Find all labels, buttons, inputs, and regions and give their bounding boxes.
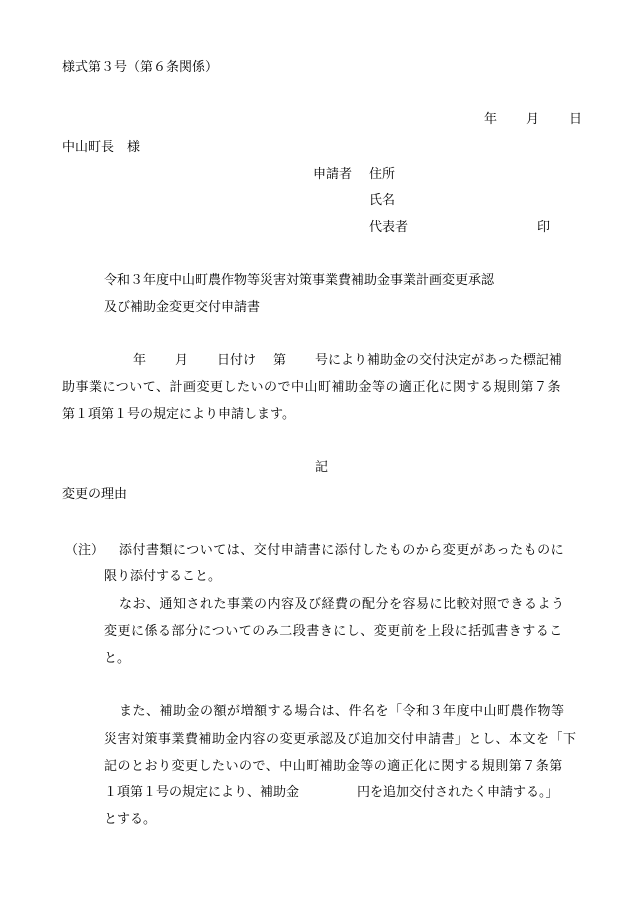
seal-label: 印 <box>537 220 551 235</box>
document-title-line-2: 及び補助金変更交付申請書 <box>104 300 261 315</box>
body-month-label: 月 <box>175 353 189 368</box>
note-paragraph-2-line-1: なお、通知された事業の内容及び経費の配分を容易に比較対照できるよう <box>119 597 565 612</box>
body-number-prefix: 第 <box>273 353 287 368</box>
date-month-label: 月 <box>526 112 540 127</box>
note-paragraph-3-line-4-part-2: 円を追加交付されたく申請する。」 <box>357 785 559 800</box>
note-paragraph-3-line-1: また、補助金の額が増額する場合は、件名を「令和３年度中山町農作物等 <box>119 704 565 719</box>
body-line-1-rest: 号により補助金の交付決定があった標記補 <box>315 353 562 368</box>
note-paragraph-3-line-3: 記のとおり変更したいので、中山町補助金等の適正化に関する規則第７条第 <box>104 759 563 774</box>
body-day-label: 日付け <box>217 353 257 368</box>
change-reason-label: 変更の理由 <box>62 487 128 502</box>
note-label: （注） <box>65 543 105 558</box>
date-year-label: 年 <box>484 112 498 127</box>
applicant-representative-label: 代表者 <box>369 220 409 235</box>
ki-heading: 記 <box>315 460 329 475</box>
body-line-3: 第１項第１号の規定により申請します。 <box>62 407 295 422</box>
note-paragraph-3-line-5: とする。 <box>104 812 157 827</box>
applicant-label: 申請者 <box>313 167 353 182</box>
form-number-label: 様式第３号（第６条関係） <box>62 60 219 75</box>
note-paragraph-3-line-4-part-1: １項第１号の規定により、補助金 <box>104 785 300 800</box>
date-day-label: 日 <box>569 112 583 127</box>
note-paragraph-2-line-3: と。 <box>104 651 131 666</box>
addressee: 中山町長 様 <box>62 140 141 155</box>
note-paragraph-1-line-1: 添付書類については、交付申請書に添付したものから変更があったものに <box>119 543 565 558</box>
note-paragraph-1-line-2: 限り添付すること。 <box>104 569 222 584</box>
applicant-name-label: 氏名 <box>369 193 396 208</box>
document-title-line-1: 令和３年度中山町農作物等災害対策事業費補助金事業計画変更承認 <box>104 273 495 288</box>
applicant-address-label: 住所 <box>369 167 396 182</box>
note-paragraph-3-line-2: 災害対策事業費補助金内容の変更承認及び追加交付申請書」とし、本文を「下 <box>104 732 577 747</box>
note-paragraph-2-line-2: 変更に係る部分についてのみ二段書きにし、変更前を上段に括弧書きするこ <box>104 624 563 639</box>
body-line-2: 助事業について、計画変更したいので中山町補助金等の適正化に関する規則第７条 <box>62 380 561 395</box>
body-year-label: 年 <box>133 353 147 368</box>
